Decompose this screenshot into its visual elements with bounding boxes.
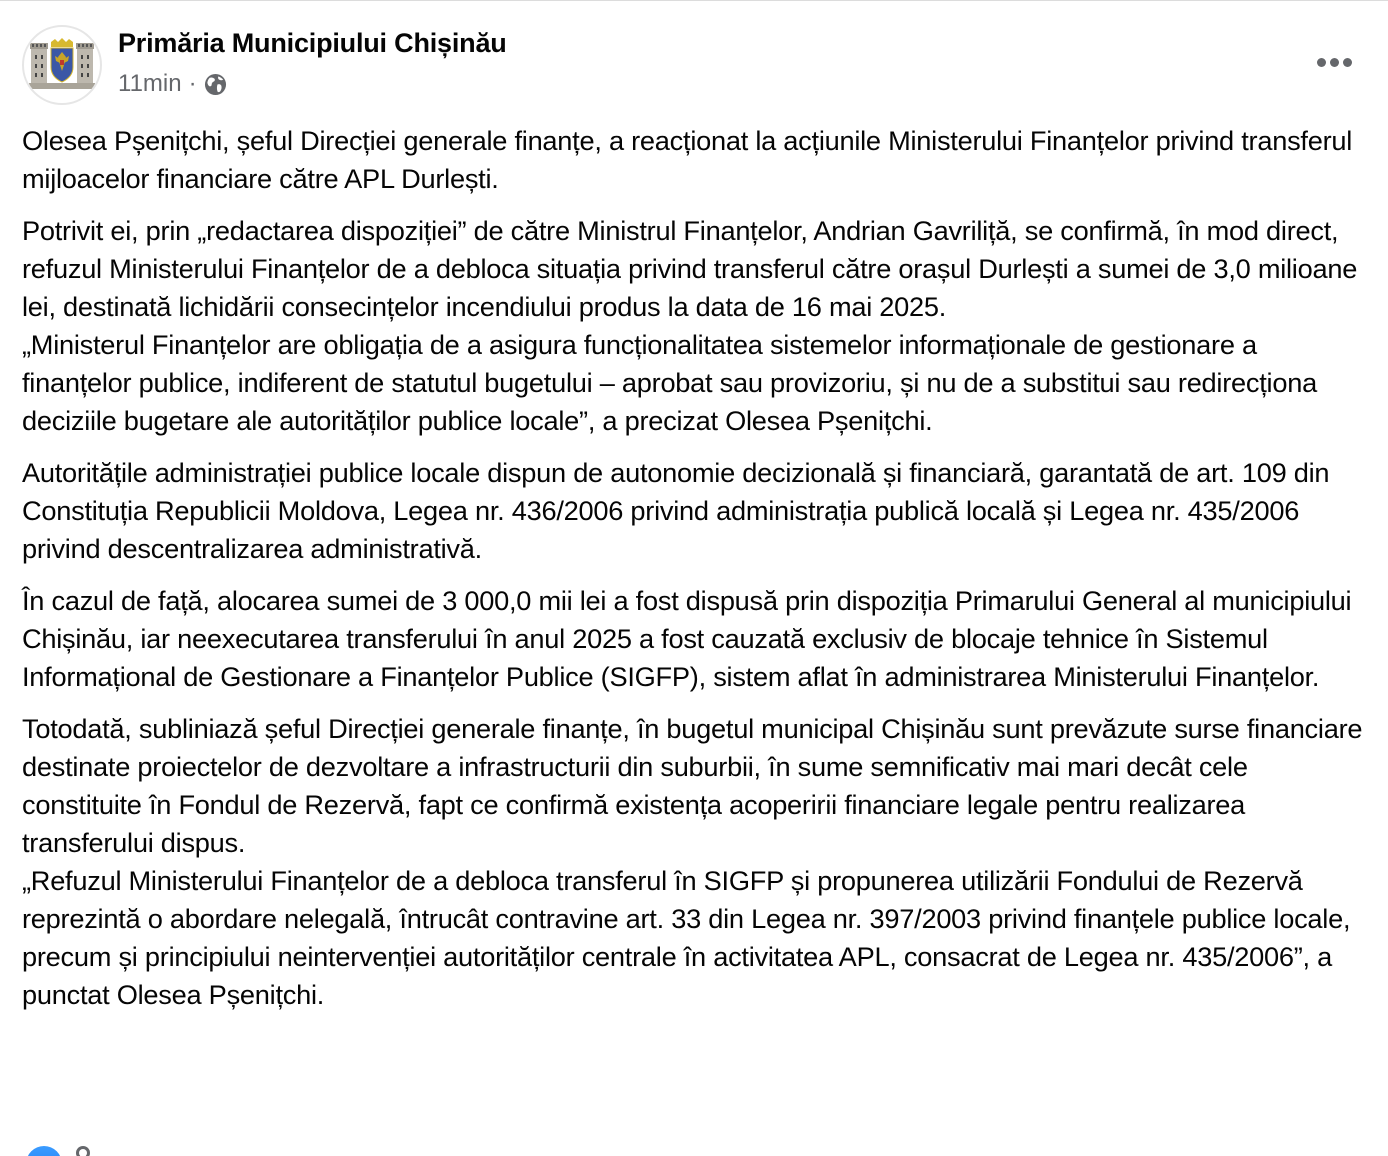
post-paragraph: Totodată, subliniază șeful Direcției generale finanțe, în bugetul municipal Chișinău sunt prevăzute surse financiare destinate proiectelor de dezvoltare a infrastructurii din suburbii, în sume semnificativ mai mari decât cele constituite în Fondul de Rezervă, fapt ce confirmă existența acoperirii financiare legale pentru realizarea transferului dispus. [22, 713, 1363, 858]
post-meta [118, 70, 227, 98]
more-options-button[interactable] [1310, 45, 1358, 79]
post-paragraph: Olesea Pșenițchi, șeful Direcției generale finanțe, a reacționat la acțiunile Ministerului Finanțelor privind transferul mijloacelor financiare către APL Durlești. [22, 125, 1353, 194]
globe-icon[interactable] [204, 73, 227, 96]
more-dot [1330, 58, 1339, 67]
post-paragraph: Autoritățile administrației publice locale dispun de autonomie decizională și financiară, garantată de art. 109 din Constituția Republicii Moldova, Legea nr. 436/2006 privind administrația publică locală și Legea nr. 435/2006 privind descentralizarea administrativă. [22, 457, 1330, 564]
post-paragraph: În cazul de față, alocarea sumei de 3 000,0 mii lei a fost dispusă prin dispoziția Primarului General al municipiului Chișinău, iar neexecutarea transferului în anul 2025 a fost cauzată exclusiv de blocaje tehnice în Sistemul Informațional de Gestionare a Finanțelor Publice (SIGFP), sistem aflat în administrarea Ministerului Finanțelor. [22, 585, 1352, 692]
more-dot [1343, 58, 1352, 67]
post-text [22, 122, 1372, 1028]
post-header [22, 25, 1372, 105]
post-paragraph: „Refuzul Ministerului Finanțelor de a debloca transferul în SIGFP și propunerea utilizării Fondului de Rezervă reprezintă o abordare nelegală, întrucât contravine art. 33 din Legea nr. 397/2003 privind finanțele publice locale, precum și principiului neintervenției autorităților centrale în activitatea APL, consacrat de Legea nr. 435/2006”, a punctat Olesea Pșenițchi. [22, 865, 1351, 1010]
like-reaction-icon[interactable] [26, 1146, 62, 1156]
post-paragraph: Potrivit ei, prin „redactarea dispoziției” de către Ministrul Finanțelor, Andrian Gavriliță, se confirmă, în mod direct, refuzul Ministerului Finanțelor de a debloca situația privind transferul către orașul Durlești a sumei de 3,0 milioane lei, destinată lichidării consecințelor incendiului produs la data de 16 mai 2025. [22, 215, 1358, 322]
post-paragraph: „Ministerul Finanțelor are obligația de a asigura funcționalitatea sistemelor informaționale de gestionare a finanțelor publice, indiferent de statutul bugetului – aprobat sau provizoriu, și nu de a substitui sau redirecționa deciziile bugetare ale autorităților publice locale”, a precizat Olesea Pșenițchi. [22, 329, 1317, 436]
page-avatar[interactable] [22, 25, 102, 105]
post-timestamp[interactable]: 11min [118, 70, 182, 97]
chisinau-coat-of-arms-icon [27, 37, 97, 93]
reaction-count[interactable] [76, 1146, 90, 1156]
more-dot [1317, 58, 1326, 67]
meta-separator: · [188, 70, 197, 97]
top-divider [0, 0, 1388, 1]
page-name-link[interactable]: Primăria Municipiului Chișinău [118, 28, 507, 58]
